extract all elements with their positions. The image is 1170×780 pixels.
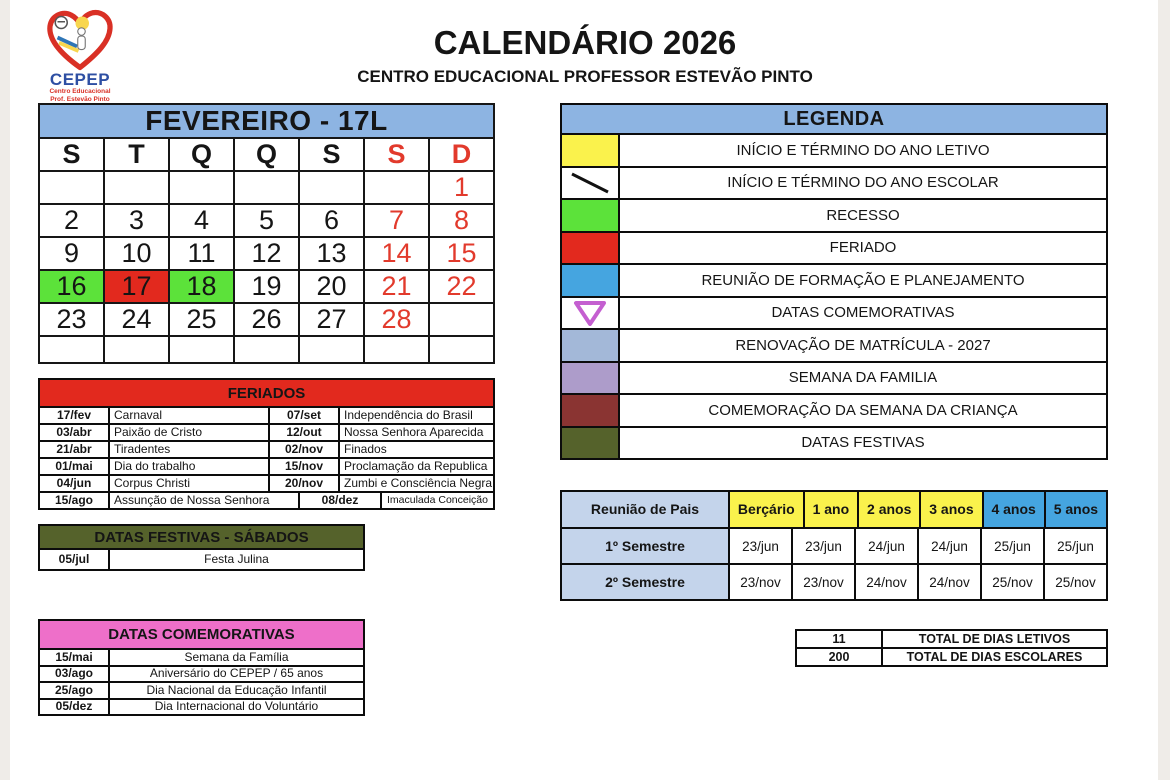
meeting-date-cell: 23/jun xyxy=(728,529,791,563)
legend-color-swatch xyxy=(562,265,618,296)
commemorative-name: Aniversário do CEPEP / 65 anos xyxy=(108,667,363,682)
calendar-day-cell: 20 xyxy=(299,270,364,303)
calendar-day-cell: 27 xyxy=(299,303,364,336)
calendar-day-cell: 22 xyxy=(429,270,494,303)
meeting-date-cell: 25/nov xyxy=(1043,565,1106,599)
calendar-day-cell: 10 xyxy=(104,237,169,270)
holiday-name: Tiradentes xyxy=(108,442,268,457)
holiday-date: 02/nov xyxy=(268,442,338,457)
commemorative-dates-table xyxy=(38,619,365,716)
holiday-date: 07/set xyxy=(268,408,338,423)
calendar-day-cell xyxy=(234,336,299,363)
class-column-header: Berçário xyxy=(728,492,803,527)
holiday-date: 21/abr xyxy=(56,442,92,456)
calendar-day-cell: 19 xyxy=(234,270,299,303)
total-row xyxy=(797,631,1106,647)
legend-row xyxy=(562,296,1106,329)
holiday-name: Dia do trabalho xyxy=(108,459,268,474)
legend-label: REUNIÃO DE FORMAÇÃO E PLANEJAMENTO xyxy=(618,265,1106,296)
total-value: 200 xyxy=(828,649,850,664)
holiday-row xyxy=(40,423,493,440)
holiday-date: 01/mai xyxy=(55,459,93,473)
legend-label: INÍCIO E TÉRMINO DO ANO ESCOLAR xyxy=(618,168,1106,199)
legend-row xyxy=(562,393,1106,426)
legend-color-swatch xyxy=(562,200,618,231)
calendar-day-cell: 21 xyxy=(364,270,429,303)
legend-label: COMEMORAÇÃO DA SEMANA DA CRIANÇA xyxy=(618,395,1106,426)
class-column-header: 4 anos xyxy=(982,492,1044,527)
meeting-date-cell: 25/nov xyxy=(980,565,1043,599)
holidays-table xyxy=(38,378,495,510)
month-title: FEVEREIRO - 17L xyxy=(39,104,494,138)
holiday-row xyxy=(40,491,493,508)
page-edge-left xyxy=(0,0,10,780)
meeting-date-cell: 23/jun xyxy=(791,529,854,563)
page-edge-right xyxy=(1158,0,1170,780)
calendar-day-cell: 5 xyxy=(234,204,299,237)
legend-row xyxy=(562,426,1106,459)
calendar-day-cell: 26 xyxy=(234,303,299,336)
legend-header: LEGENDA xyxy=(562,105,1106,135)
meeting-date-cell: 25/jun xyxy=(980,529,1043,563)
meeting-date-cell: 25/jun xyxy=(1043,529,1106,563)
holiday-date: 08/dez xyxy=(298,493,380,508)
commemorative-date: 25/ago xyxy=(54,682,93,697)
weekday-header-cell: Q xyxy=(169,138,234,171)
festive-date-row xyxy=(40,550,363,569)
legend-row xyxy=(562,166,1106,199)
legend-label: SEMANA DA FAMILIA xyxy=(618,363,1106,394)
calendar-day-cell: 9 xyxy=(39,237,104,270)
calendar-day-cell: 23 xyxy=(39,303,104,336)
legend-row xyxy=(562,198,1106,231)
holiday-row xyxy=(40,440,493,457)
calendar-day-cell xyxy=(429,303,494,336)
meeting-date-cell: 24/nov xyxy=(917,565,980,599)
calendar-day-cell xyxy=(169,336,234,363)
legend-label: RECESSO xyxy=(618,200,1106,231)
total-label: TOTAL DE DIAS LETIVOS xyxy=(881,631,1106,647)
holiday-name: Nossa Senhora Aparecida xyxy=(338,425,493,440)
calendar-week-row xyxy=(39,204,494,237)
holiday-name: Corpus Christi xyxy=(108,476,268,491)
calendar-day-cell: 12 xyxy=(234,237,299,270)
legend-table xyxy=(560,103,1108,460)
commemorative-date-row xyxy=(40,650,363,665)
weekday-header-cell: Q xyxy=(234,138,299,171)
commemorative-name: Dia Internacional do Voluntário xyxy=(108,700,363,715)
parents-meeting-table xyxy=(560,490,1108,601)
diagonal-line-icon xyxy=(562,168,618,199)
holiday-name: Paixão de Cristo xyxy=(108,425,268,440)
holiday-date: 04/jun xyxy=(56,476,92,490)
holiday-date: 20/nov xyxy=(268,476,338,491)
calendar-day-cell: 4 xyxy=(169,204,234,237)
festive-date: 05/jul xyxy=(58,552,90,566)
festive-dates-header: DATAS FESTIVAS - SÁBADOS xyxy=(40,526,363,550)
weekday-header-row xyxy=(39,138,494,171)
calendar-week-row xyxy=(39,303,494,336)
commemorative-name: Semana da Família xyxy=(108,650,363,665)
meeting-date-cell: 24/jun xyxy=(917,529,980,563)
legend-color-swatch xyxy=(562,363,618,394)
semester-label: 1º Semestre xyxy=(562,529,728,563)
holiday-date: 15/nov xyxy=(268,459,338,474)
page-subtitle: CENTRO EDUCACIONAL PROFESSOR ESTEVÃO PINTO xyxy=(357,67,813,86)
calendar-day-cell: 18 xyxy=(169,270,234,303)
holiday-name: Zumbi e Consciência Negra xyxy=(338,476,493,491)
legend-color-swatch xyxy=(562,233,618,264)
calendar-day-cell xyxy=(104,336,169,363)
weekday-header-cell: D xyxy=(429,138,494,171)
weekday-header-cell: T xyxy=(104,138,169,171)
holiday-name: Finados xyxy=(338,442,493,457)
page-title: CALENDÁRIO 2026 xyxy=(433,24,737,61)
calendar-day-cell: 2 xyxy=(39,204,104,237)
holiday-date: 17/fev xyxy=(56,408,92,422)
calendar-day-cell: 17 xyxy=(104,270,169,303)
legend-color-swatch xyxy=(562,330,618,361)
holiday-row xyxy=(40,474,493,491)
holiday-name: Proclamação da Republica xyxy=(338,459,493,474)
holiday-date: 03/abr xyxy=(56,425,92,439)
holiday-date: 12/out xyxy=(268,425,338,440)
total-row xyxy=(797,647,1106,665)
calendar-day-cell xyxy=(299,336,364,363)
holiday-date: 15/ago xyxy=(54,493,93,507)
triangle-down-icon xyxy=(562,298,618,329)
total-label: TOTAL DE DIAS ESCOLARES xyxy=(881,649,1106,665)
commemorative-date-row xyxy=(40,698,363,715)
meeting-date-cell: 24/jun xyxy=(854,529,917,563)
weekday-header-cell: S xyxy=(364,138,429,171)
legend-row xyxy=(562,231,1106,264)
calendar-day-cell xyxy=(39,336,104,363)
calendar-day-cell xyxy=(429,336,494,363)
commemorative-date: 15/mai xyxy=(55,649,93,664)
class-column-header: 2 anos xyxy=(857,492,919,527)
month-calendar-table xyxy=(38,103,495,364)
calendar-day-cell: 24 xyxy=(104,303,169,336)
weekday-header-cell: S xyxy=(39,138,104,171)
logo-name: CEPEP xyxy=(49,70,111,89)
calendar-day-cell xyxy=(234,171,299,204)
semester-label: 2º Semestre xyxy=(562,565,728,599)
class-column-header: 3 anos xyxy=(919,492,981,527)
meeting-date-cell: 23/nov xyxy=(728,565,791,599)
class-column-header: 1 ano xyxy=(803,492,857,527)
festive-dates-table xyxy=(38,524,365,571)
commemorative-dates-header: DATAS COMEMORATIVAS xyxy=(40,621,363,650)
meeting-date-cell: 23/nov xyxy=(791,565,854,599)
legend-label: INÍCIO E TÉRMINO DO ANO LETIVO xyxy=(618,135,1106,166)
calendar-day-cell: 7 xyxy=(364,204,429,237)
calendar-day-cell xyxy=(104,171,169,204)
legend-label: FERIADO xyxy=(618,233,1106,264)
legend-row xyxy=(562,263,1106,296)
legend-row xyxy=(562,328,1106,361)
calendar-day-cell xyxy=(364,171,429,204)
calendar-week-row xyxy=(39,171,494,204)
calendar-week-row xyxy=(39,237,494,270)
calendar-day-cell: 3 xyxy=(104,204,169,237)
commemorative-date: 03/ago xyxy=(54,666,93,681)
calendar-week-row xyxy=(39,336,494,363)
calendar-day-cell: 1 xyxy=(429,171,494,204)
totals-table xyxy=(795,629,1108,667)
class-column-header: 5 anos xyxy=(1044,492,1106,527)
calendar-day-cell: 8 xyxy=(429,204,494,237)
calendar-day-cell: 13 xyxy=(299,237,364,270)
legend-label: DATAS COMEMORATIVAS xyxy=(618,298,1106,329)
weekday-header-cell: S xyxy=(299,138,364,171)
legend-color-swatch xyxy=(562,428,618,459)
commemorative-name: Dia Nacional da Educação Infantil xyxy=(108,683,363,698)
holiday-name: Carnaval xyxy=(108,408,268,423)
calendar-day-cell: 16 xyxy=(39,270,104,303)
parents-meeting-title: Reunião de Pais xyxy=(562,492,728,527)
calendar-day-cell: 25 xyxy=(169,303,234,336)
holiday-row xyxy=(40,408,493,423)
semester-row xyxy=(562,563,1106,599)
total-value: 11 xyxy=(832,631,846,646)
legend-row xyxy=(562,361,1106,394)
semester-row xyxy=(562,527,1106,563)
parents-meeting-header-row xyxy=(562,492,1106,527)
calendar-day-cell: 28 xyxy=(364,303,429,336)
holiday-name: Assunção de Nossa Senhora xyxy=(108,493,298,508)
logo-subtitle-line1: Centro Educacional xyxy=(49,88,111,95)
calendar-day-cell: 14 xyxy=(364,237,429,270)
calendar-day-cell: 6 xyxy=(299,204,364,237)
calendar-day-cell xyxy=(299,171,364,204)
calendar-week-row xyxy=(39,270,494,303)
logo-subtitle-line2: Prof. Estevão Pinto xyxy=(50,95,110,103)
meeting-date-cell: 24/nov xyxy=(854,565,917,599)
calendar-day-cell: 15 xyxy=(429,237,494,270)
commemorative-date-row xyxy=(40,665,363,682)
commemorative-date: 05/dez xyxy=(55,699,93,714)
legend-color-swatch xyxy=(562,395,618,426)
legend-row xyxy=(562,135,1106,166)
calendar-day-cell xyxy=(364,336,429,363)
festive-name: Festa Julina xyxy=(108,550,363,569)
commemorative-date-row xyxy=(40,681,363,698)
holidays-header: FERIADOS xyxy=(40,380,493,408)
holiday-name: Independência do Brasil xyxy=(338,408,493,423)
holiday-name: Imaculada Conceição xyxy=(380,493,493,508)
calendar-day-cell xyxy=(169,171,234,204)
legend-label: RENOVAÇÃO DE MATRÍCULA - 2027 xyxy=(618,330,1106,361)
holiday-row xyxy=(40,457,493,474)
legend-label: DATAS FESTIVAS xyxy=(618,428,1106,459)
legend-color-swatch xyxy=(562,135,618,166)
calendar-day-cell: 11 xyxy=(169,237,234,270)
calendar-day-cell xyxy=(39,171,104,204)
